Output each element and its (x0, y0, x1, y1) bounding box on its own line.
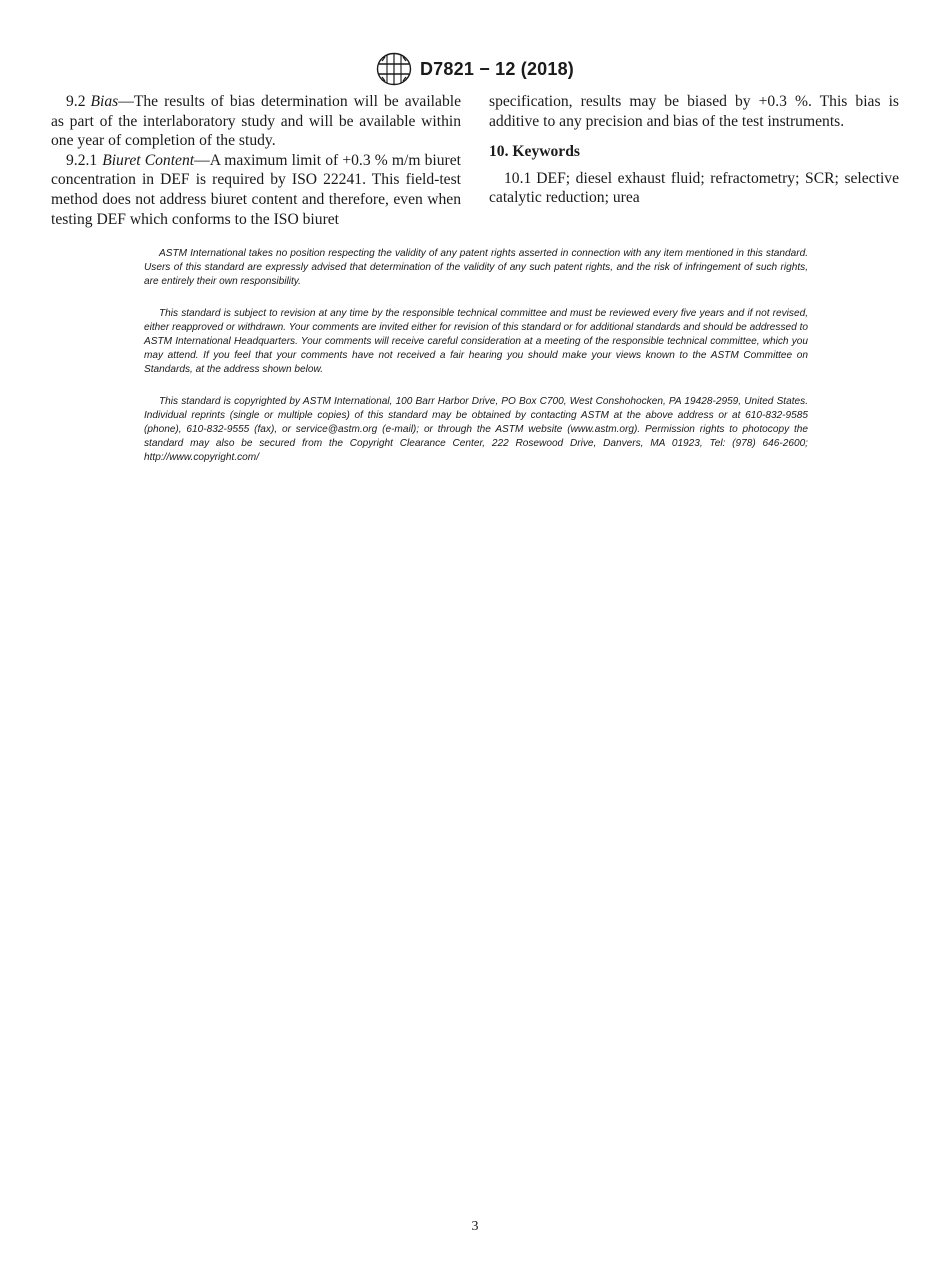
term-biuret-content: Biuret Content (102, 151, 195, 169)
standard-designation: D7821 − 12 (2018) (419, 58, 574, 79)
keywords-text: DEF; diesel exhaust fluid; refractometry; SCR; selective catalytic reduction; urea (489, 169, 899, 207)
paragraph-continuation: specification, results may be biased by +0.3 %. This bias is additive to any precision and bias of the test instruments. (489, 93, 899, 130)
paragraph-10-1 (489, 169, 899, 208)
header-inner (376, 52, 574, 86)
term-bias: Bias (90, 93, 119, 110)
paragraph-text: —A maximum limit of +0.3 % m/m biuret concentration in DEF is required by ISO 22241. This field-test method does not address biuret content and therefore, even when testing DEF which conforms to the ISO biuret (51, 151, 461, 228)
notices (144, 247, 808, 483)
paragraph-number: 9.2 (66, 93, 86, 110)
paragraph-9-2 (51, 92, 461, 151)
left-column (51, 92, 461, 229)
section-heading-keywords: 10. Keywords (489, 143, 580, 161)
paragraph-9-2-1 (51, 151, 461, 229)
astm-logo-icon (376, 52, 412, 86)
paragraph-number: 9.2.1 (66, 151, 98, 169)
paragraph-number: 10.1 (504, 169, 532, 187)
page-header (0, 52, 950, 91)
copyright-notice: This standard is copyrighted by ASTM International, 100 Barr Harbor Drive, PO Box C700, West Conshohocken, PA 19428-2959, United States. Individual reprints (single or multiple copies) of this standard may be obtained by contacting ASTM at the above address or at 610-832-9585 (phone), 610-832-9555 (fax), or service@astm.org (e-mail); or through the ASTM website (www.astm.org). Permission rights to photocopy the standard may also be secured from the Copyright Clearance Center, 222 Rosewood Drive, Danvers, MA 01923, Tel: (978) 646-2600; http://www.copyright.com/ (144, 396, 808, 463)
page-number: 3 (471, 1219, 479, 1234)
right-column (489, 92, 899, 208)
patent-notice: ASTM International takes no position respecting the validity of any patent rights asserted in connection with any item mentioned in this standard. Users of this standard are expressly advised that determination of the validity of any such patent rights, and the risk of infringement of such rights, are entirely their own responsibility. (144, 248, 808, 287)
revision-notice: This standard is subject to revision at any time by the responsible technical committee and must be reviewed every five years and if not revised, either reapproved or withdrawn. Your comments are invited either for revision of this standard or for additional standards and should be addressed to ASTM International Headquarters. Your comments will receive careful consideration at a meeting of the responsible technical committee, which you may attend. If you feel that your comments have not received a fair hearing you should make your views known to the ASTM Committee on Standards, at the address shown below. (144, 308, 808, 375)
paragraph-text: —The results of bias determination will be available as part of the interlaboratory study and will be available within one year of completion of the study. (51, 93, 461, 150)
